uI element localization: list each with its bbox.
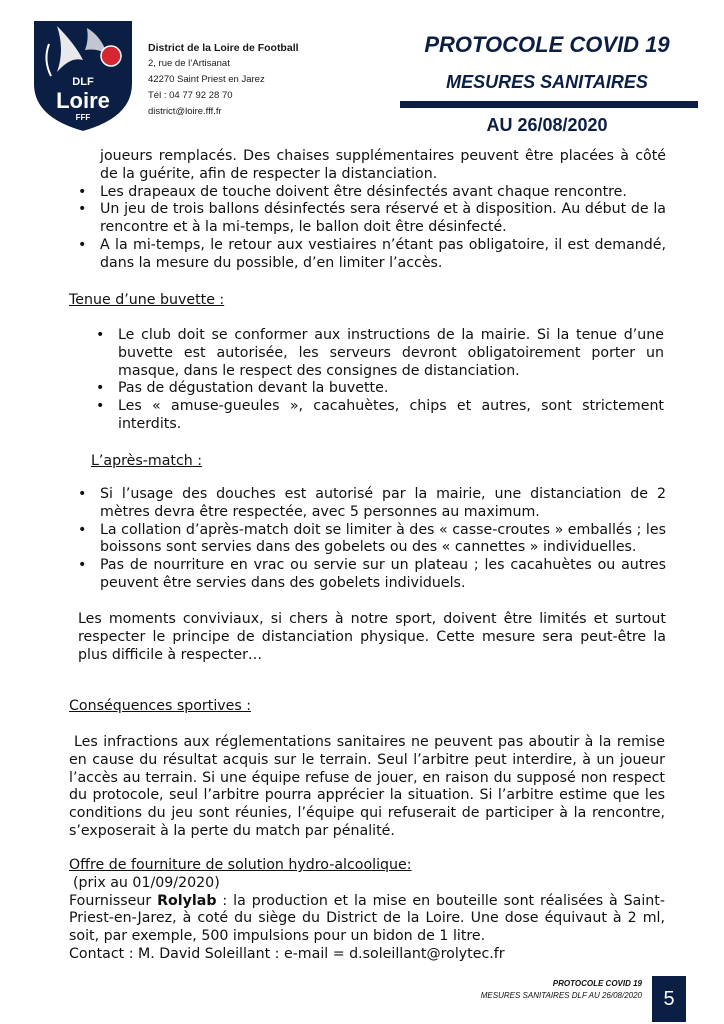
list-item: • Les « amuse-gueules », cacahuètes, chips et autres, sont strictement interdits. bbox=[96, 398, 664, 434]
org-name: District de la Loire de Football bbox=[148, 42, 299, 54]
offre-contact: Contact : M. David Soleillant : e-mail = d.soleillant@rolytec.fr bbox=[69, 945, 505, 962]
list-item: • La collation d’après-match doit se limiter à des « casse-croutes » emballés ; les boissons sont servies dans des gobelets ou des « cannettes » individuelles. bbox=[78, 522, 666, 558]
logo-loire-text: Loire bbox=[56, 88, 110, 113]
logo-fff-text: FFF bbox=[75, 113, 91, 122]
buvette-bullet-list bbox=[96, 327, 664, 434]
offre-heading: Offre de fourniture de solution hydro-alcoolique: bbox=[69, 857, 412, 873]
continued-paragraph: joueurs remplacés. Des chaises supplémentaires peuvent être placées à côté de la guérite, afin de respecter la distanciation. bbox=[100, 148, 666, 182]
apres-match-section bbox=[78, 486, 666, 593]
supplier-name: Rolylab bbox=[157, 892, 217, 909]
buvette-section bbox=[96, 327, 664, 434]
offre-price-date: (prix au 01/09/2020) bbox=[73, 874, 220, 891]
footer-subtitle: MESURES SANITAIRES DLF AU 26/08/2020 bbox=[480, 991, 642, 1000]
consequences-heading: Conséquences sportives : bbox=[69, 698, 252, 714]
footer-title: PROTOCOLE COVID 19 bbox=[552, 979, 642, 988]
org-address-street: 2, rue de l’Artisanat bbox=[148, 58, 230, 69]
org-email: district@loire.fff.fr bbox=[148, 106, 222, 117]
offre-supplier-paragraph bbox=[69, 893, 665, 946]
header-divider bbox=[400, 101, 698, 108]
header-title: PROTOCOLE COVID 19 bbox=[424, 32, 670, 57]
list-item: • Pas de nourriture en vrac ou servie sur un plateau ; les cacahuètes ou autres peuvent être servies dans des gobelets individuels. bbox=[78, 557, 666, 593]
org-phone: Tél : 04 77 92 28 70 bbox=[148, 90, 233, 101]
apres-match-bullet-list bbox=[78, 486, 666, 593]
apres-match-paragraph: Les moments conviviaux, si chers à notre sport, doivent être limités et surtout respecter le principe de distanciation physique. Cette mesure sera peut-être la plus difficile à respecter… bbox=[78, 611, 666, 663]
logo-dlf-text: DLF bbox=[72, 76, 94, 88]
dlf-logo bbox=[27, 14, 139, 134]
header-subtitle: MESURES SANITAIRES bbox=[446, 72, 648, 92]
top-section bbox=[78, 148, 666, 273]
footer-text bbox=[481, 978, 642, 1002]
list-item: • Le club doit se conformer aux instructions de la mairie. Si la tenue d’une buvette est autorisée, les serveurs devront obligatoirement porter un masque, dans le respect des consignes de distanciation. bbox=[96, 327, 664, 380]
organization-address bbox=[148, 40, 299, 120]
supplier-prefix: Fournisseur bbox=[69, 892, 158, 909]
list-item: • Si l’usage des douches est autorisé par la mairie, une distanciation de 2 mètres devra être respectée, avec 5 personnes au maximum. bbox=[78, 486, 666, 522]
buvette-heading: Tenue d’une buvette : bbox=[69, 292, 225, 308]
org-address-city: 42270 Saint Priest en Jarez bbox=[148, 74, 265, 85]
list-item: • Un jeu de trois ballons désinfectés sera réservé et à disposition. Au début de la rencontre et à la mi-temps, le ballon doit être désinfecté. bbox=[78, 201, 666, 237]
page-number: 5 bbox=[652, 976, 686, 1022]
top-bullet-list bbox=[78, 184, 666, 273]
consequences-paragraph: Les infractions aux réglementations sanitaires ne peuvent pas aboutir à la remise en cause du résultat acquis sur le terrain. Seul l’arbitre peut interdire, à un joueur l’accès au terrain. Si une équipe refuse de jouer, en raison du supposé non respect du protocole, seul l’arbitre pourra apprécier la situation. Si l’arbitre estime que les conditions du jeu sont réunies, l’équipe qui refuserait de participer à la rencontre, s’exposerait à la perte du match par pénalité. bbox=[69, 734, 665, 839]
supplier-text: : la production et la mise en bouteille sont réalisées à Saint-Priest-en-Jarez, à coté du siège du District de la Loire. Une dose équivaut à 2 ml, soit, par exemple, 500 impulsions pour un bidon de 1 litre. bbox=[69, 892, 665, 945]
header-date: AU 26/08/2020 bbox=[486, 115, 608, 135]
offre-section bbox=[69, 857, 665, 964]
apres-match-heading: L’après-match : bbox=[91, 453, 203, 469]
list-item: • Pas de dégustation devant la buvette. bbox=[96, 380, 664, 398]
list-item: • A la mi-temps, le retour aux vestiaires n’étant pas obligatoire, il est demandé, dans la mesure du possible, d’en limiter l’accès. bbox=[78, 237, 666, 273]
list-item: • Les drapeaux de touche doivent être désinfectés avant chaque rencontre. bbox=[78, 184, 666, 202]
